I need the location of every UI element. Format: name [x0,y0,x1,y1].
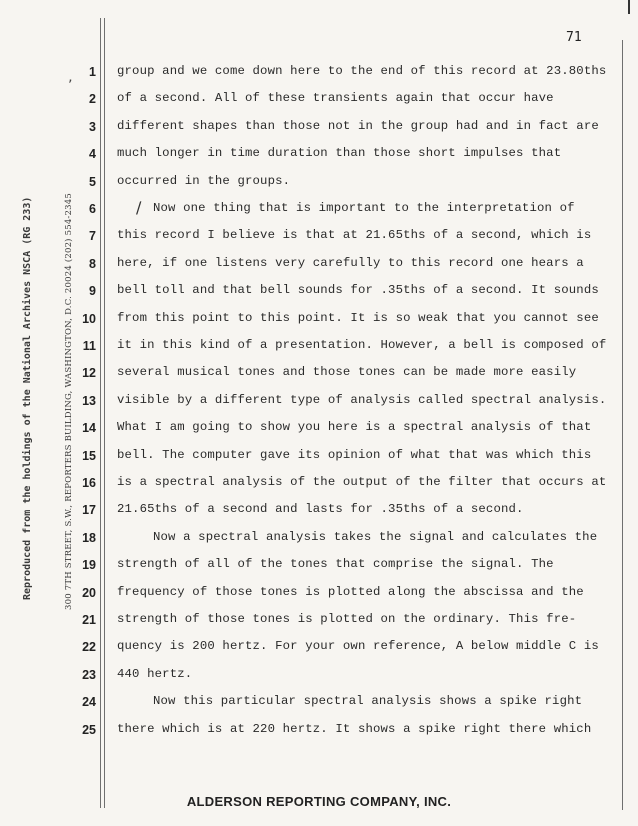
transcript-line: What I am going to show you here is a spectral analysis of that [117,420,592,434]
reporter-address: 300 7TH STREET, S.W., REPORTERS BUILDING, WASHINGTON, D.C. 20024 (202) 554-2345 [64,193,74,610]
line-number: 19 [82,558,96,572]
page-number: 71 [566,30,582,45]
left-margin-rule-inner [104,18,105,808]
transcript-line: strength of those tones is plotted on the ordinary. This fre- [117,612,577,626]
line-number: 21 [82,613,96,627]
transcript-line: from this point to this point. It is so weak that you cannot see [117,311,599,325]
transcript-line: 21.65ths of a second and lasts for .35ths of a second. [117,502,524,516]
line-number: 11 [82,339,96,353]
transcript-line: of a second. All of these transients again that occur have [117,91,554,105]
line-number: 6 [89,202,96,216]
transcript-line: Now one thing that is important to the interpretation of [153,201,575,215]
line-number: 13 [82,394,96,408]
line-number: 8 [89,257,96,271]
line-number: 24 [82,695,96,709]
line-number: 14 [82,421,96,435]
transcript-line: visible by a different type of analysis called spectral analysis. [117,393,607,407]
line-number: 7 [89,229,96,243]
line-number: 20 [82,586,96,600]
margin-tick-mark [628,0,630,14]
line-number: 12 [82,366,96,380]
line-number: 25 [82,723,96,737]
footer-company: ALDERSON REPORTING COMPANY, INC. [186,794,452,809]
transcript-line: Now a spectral analysis takes the signal and calculates the [153,530,598,544]
transcript-line: bell. The computer gave its opinion of what that was which this [117,448,592,462]
transcript-line: it in this kind of a presentation. However, a bell is composed of [117,338,607,352]
line-number: 15 [82,449,96,463]
line-number: 18 [82,531,96,545]
left-margin-rule [100,18,101,808]
transcript-line: there which is at 220 hertz. It shows a spike right there which [117,722,592,736]
transcript-line: several musical tones and those tones can be made more easily [117,365,577,379]
line-number: 23 [82,668,96,682]
line-number: 1 [89,65,96,79]
transcript-line: strength of all of the tones that comprise the signal. The [117,557,554,571]
transcript-line: bell toll and that bell sounds for .35ths of a second. It sounds [117,283,599,297]
transcript-line: 440 hertz. [117,667,193,681]
transcript-line: Now this particular spectral analysis shows a spike right [153,694,583,708]
transcript-line: is a spectral analysis of the output of the filter that occurs at [117,475,607,489]
line-number: 9 [89,284,96,298]
line-number: 10 [82,312,96,326]
transcript-line: this record I believe is that at 21.65ths of a second, which is [117,228,592,242]
line-number: 4 [89,147,96,161]
line-number: 17 [82,503,96,517]
pen-mark-icon: ’ [68,78,73,94]
line-number: 3 [89,120,96,134]
transcript-line: here, if one listens very carefully to this record one hears a [117,256,584,270]
paragraph-mark-icon: ∕ [136,198,142,217]
transcript-line: occurred in the groups. [117,174,291,188]
line-number: 16 [82,476,96,490]
line-number: 5 [89,175,96,189]
transcript-line: quency is 200 hertz. For your own reference, A below middle C is [117,639,599,653]
right-margin-rule [622,40,623,810]
transcript-line: different shapes than those not in the group had and in fact are [117,119,599,133]
line-number: 22 [82,640,96,654]
line-number: 2 [89,92,96,106]
transcript-line: frequency of those tones is plotted along the abscissa and the [117,585,584,599]
transcript-line: group and we come down here to the end of this record at 23.80ths [117,64,607,78]
archive-note: Reproduced from the holdings of the National Archives NSCA (RG 233) [22,196,33,600]
transcript-line: much longer in time duration than those short impulses that [117,146,562,160]
